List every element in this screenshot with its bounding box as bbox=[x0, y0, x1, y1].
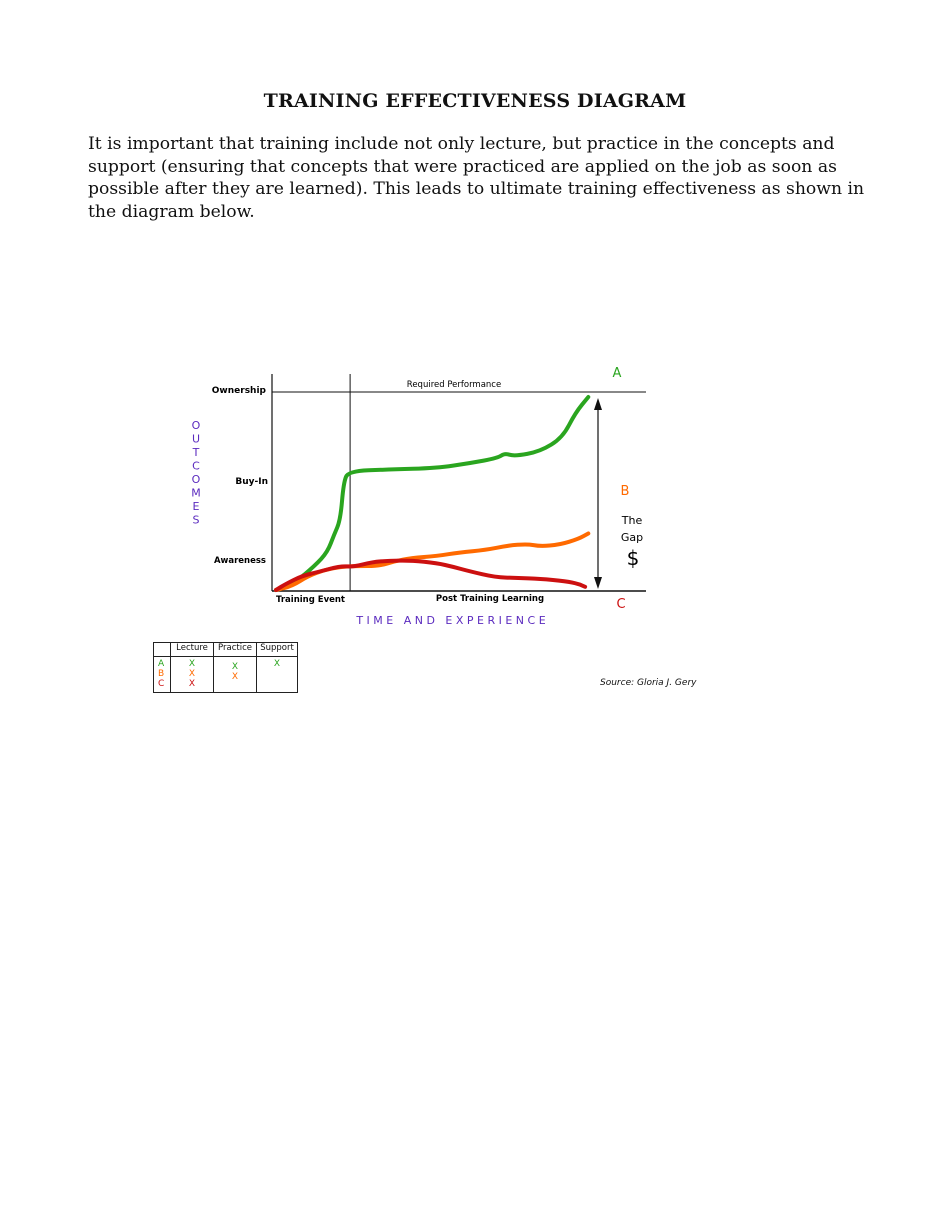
legend-lecture-cell bbox=[171, 657, 214, 693]
method-legend-table bbox=[153, 642, 298, 693]
required-performance-label: Required Performance bbox=[406, 380, 502, 390]
outcomes-letter: E bbox=[192, 500, 200, 513]
series-label-b: B bbox=[620, 484, 630, 499]
legend-header-lecture: Lecture bbox=[171, 643, 214, 657]
legend-row-a: A bbox=[158, 659, 165, 669]
dollar-icon: $ bbox=[626, 546, 640, 570]
gap-label-gap: Gap bbox=[620, 531, 644, 544]
outcomes-letter: O bbox=[191, 419, 201, 432]
series-line-c bbox=[276, 561, 585, 590]
legend-practice-mark-a: X bbox=[231, 662, 239, 672]
gap-arrow-down-head bbox=[594, 577, 602, 589]
legend-corner bbox=[154, 643, 171, 657]
legend-lecture-mark-a: X bbox=[188, 659, 196, 669]
outcomes-letter: S bbox=[192, 513, 200, 527]
outcomes-axis-title bbox=[191, 419, 201, 527]
legend-header-support: Support bbox=[257, 643, 298, 657]
series-label-a: A bbox=[612, 366, 622, 381]
y-label-awareness: Awareness bbox=[213, 556, 266, 566]
legend-lecture-mark-c: X bbox=[188, 679, 196, 689]
document-title: TRAINING EFFECTIVENESS DIAGRAM bbox=[263, 90, 687, 112]
source-citation: Source: Gloria J. Gery bbox=[600, 678, 697, 688]
gap-arrow-up-head bbox=[594, 398, 602, 410]
legend-row-labels bbox=[154, 657, 171, 693]
legend-header-practice: Practice bbox=[214, 643, 257, 657]
outcomes-letter: U bbox=[191, 432, 201, 446]
outcomes-letter: T bbox=[192, 446, 200, 459]
x-label-training-event: Training Event bbox=[276, 595, 345, 605]
legend-practice-cell bbox=[214, 657, 257, 693]
legend-practice-mark-b: X bbox=[231, 672, 239, 682]
outcomes-letter: C bbox=[192, 459, 200, 473]
legend-lecture-mark-b: X bbox=[188, 669, 196, 679]
legend-row-c: C bbox=[158, 679, 165, 689]
y-label-buy-in: Buy-In bbox=[235, 477, 268, 487]
series-label-c: C bbox=[616, 597, 626, 612]
legend-support-mark-a: X bbox=[273, 659, 281, 669]
legend-row-b: B bbox=[158, 669, 165, 679]
outcomes-letter: M bbox=[191, 486, 201, 500]
legend-support-cell bbox=[257, 657, 298, 693]
x-label-post-training: Post Training Learning bbox=[435, 594, 545, 604]
x-axis-title: T I M E A N D E X P E R I E N C E bbox=[356, 614, 546, 627]
intro-paragraph: It is important that training include not only lecture, but practice in the concepts and support (ensuring that concepts that were practiced are applied on the job as soon as possible after they are learned). This leads to ultimate training effectiveness as shown in the diagram below. bbox=[88, 134, 865, 222]
gap-label-the: The bbox=[621, 514, 643, 527]
outcomes-letter: O bbox=[191, 473, 201, 486]
y-label-ownership: Ownership bbox=[211, 386, 266, 396]
